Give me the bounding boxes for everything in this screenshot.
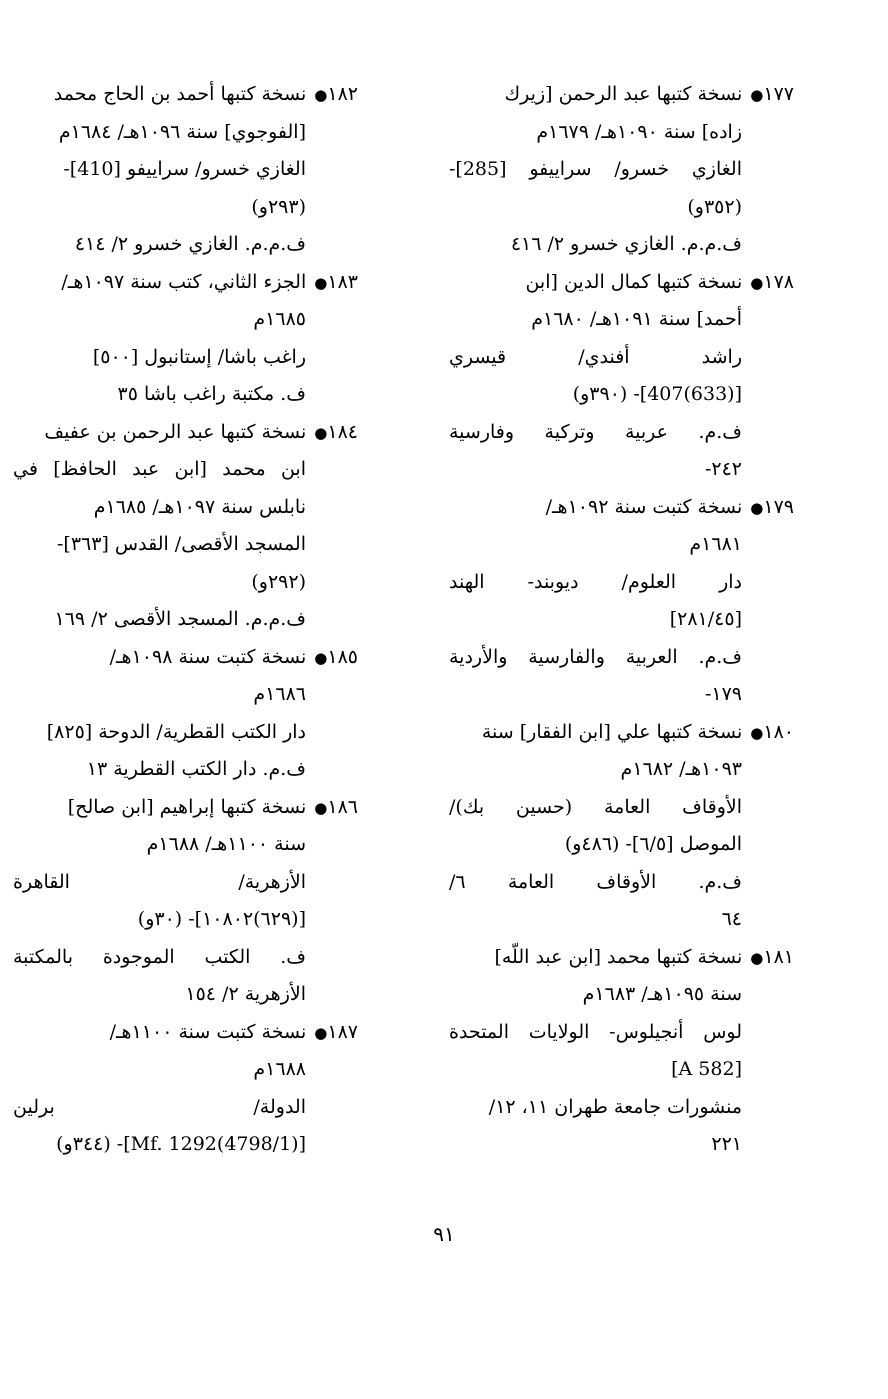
bullet-icon: ● — [314, 86, 328, 104]
entry-line: ١٧٩- — [704, 683, 742, 705]
entry-line: ف. مكتبة راغب باشا ٣٥ — [117, 383, 306, 405]
entry-line: [(٦٢٩)١٠٨٠٢]- (٣٠و) — [137, 908, 306, 930]
entry-line: الغازي خسرو/ سراييفو [410]- — [63, 158, 306, 180]
entry-line: نابلس سنة ١٠٩٧هـ/ ١٦٨٥م — [93, 495, 306, 518]
entry-line: ١٦٨٨م — [253, 1058, 306, 1080]
entry-heading-line — [449, 264, 794, 302]
entry-heading-line — [13, 789, 358, 827]
entry-line: لوس أنجيلوس- الولايات المتحدة — [449, 1020, 742, 1043]
entry-line: ١٦٨٦م — [253, 683, 306, 705]
bullet-icon: ● — [750, 86, 764, 104]
entry-text: الجزء الثاني، كتب سنة ١٠٩٧هـ/ — [61, 270, 313, 293]
entry-number: ١٧٧ — [763, 83, 794, 105]
bullet-icon: ● — [314, 648, 328, 667]
entry-0-4 — [449, 939, 794, 1164]
entry-line: [A 582] — [671, 1058, 742, 1080]
entry-line: (٢٩٢و) — [251, 570, 306, 593]
bullet-icon: ● — [750, 948, 764, 967]
bullet-icon: ● — [314, 798, 328, 817]
entry-1-2 — [13, 414, 358, 639]
entry-0-0 — [449, 76, 794, 264]
entry-number: ١٨٤ — [327, 420, 358, 443]
entry-line: ١٦٨١م — [689, 533, 742, 555]
entry-line: ٢٢١ — [711, 1133, 742, 1155]
entry-line: دار العلوم/ ديوبند- الهند — [449, 570, 742, 593]
entry-number: ١٧٨ — [763, 270, 794, 293]
entry-line: أحمد] سنة ١٠٩١هـ/ ١٦٨٠م — [531, 308, 742, 330]
entry-line: [(4798/1)Mf. 1292]- (٣٤٤و) — [56, 1133, 306, 1155]
entry-line: (٣٥٢و) — [687, 195, 742, 218]
entry-text: نسخة كتبها محمد [ابن عبد اللّه] — [494, 945, 749, 968]
entry-line: ابن محمد [ابن عبد الحافظ] في — [13, 458, 306, 480]
entry-line: المسجد الأقصى/ القدس [٣٦٣]- — [57, 533, 306, 555]
entry-number: ١٨٦ — [327, 795, 358, 818]
entry-text: نسخة كتبها عبد الرحمن بن عفيف — [44, 420, 313, 443]
entry-heading-line — [449, 939, 794, 977]
entry-number: ١٨١ — [763, 945, 794, 968]
column-right — [449, 76, 794, 1164]
entry-heading-line — [13, 414, 358, 452]
entry-0-1 — [449, 264, 794, 489]
entry-heading-line — [13, 1014, 358, 1052]
entry-text: نسخة كتبت سنة ١٠٩٨هـ/ — [109, 645, 313, 668]
entry-text: نسخة كتبها كمال الدين [ابن — [525, 270, 749, 293]
bullet-icon: ● — [750, 723, 764, 742]
entry-line: (٢٩٣و) — [251, 195, 306, 218]
entry-heading-line — [449, 76, 794, 114]
entry-heading-line — [449, 714, 794, 752]
entry-line: ف.م.م. الغازي خسرو ٢/ ٤١٤ — [74, 233, 306, 255]
entry-line: ١٦٨٥م — [253, 308, 306, 330]
entry-heading-line — [13, 264, 358, 302]
entry-number: ١٨٣ — [327, 270, 358, 293]
entry-line: [(633)407]- (٣٩٠و) — [572, 383, 742, 405]
bullet-icon: ● — [314, 273, 328, 292]
entry-0-2 — [449, 489, 794, 714]
entry-line: الأزهرية/ القاهرة — [13, 870, 306, 893]
entry-line: راشد أفندي/ قيسري — [449, 345, 742, 368]
entry-line: راغب باشا/ إستانبول [٥٠٠] — [92, 345, 306, 368]
entry-line: ف.م. الأوقاف العامة ٦/ — [449, 870, 742, 893]
entry-1-0 — [13, 76, 358, 264]
bullet-icon: ● — [314, 1023, 328, 1042]
bullet-icon: ● — [750, 273, 764, 292]
entry-line: الدولة/ برلين — [13, 1095, 306, 1118]
entry-line: زاده] سنة ١٠٩٠هـ/ ١٦٧٩م — [536, 120, 742, 143]
entry-heading-line — [449, 489, 794, 527]
entry-line: [٢٨١/٤٥] — [669, 608, 742, 630]
bullet-icon: ● — [750, 498, 764, 517]
entry-line: الأزهرية ٢/ ١٥٤ — [185, 983, 306, 1005]
entry-number: ١٨٢ — [327, 83, 358, 105]
entry-line: ١٠٩٣هـ/ ١٦٨٢م — [620, 758, 742, 780]
entry-line: سنة ١١٠٠هـ/ ١٦٨٨م — [146, 833, 306, 855]
entry-number: ١٨٧ — [327, 1020, 358, 1043]
entry-line: الغازي خسرو/ سراييفو [285]- — [449, 158, 742, 180]
page-number: ٩١ — [433, 1222, 455, 1246]
entry-line: ف. الكتب الموجودة بالمكتبة — [13, 945, 306, 968]
entry-heading-line — [13, 76, 358, 114]
entry-number: ١٧٩ — [763, 495, 794, 518]
entry-text: نسخة كتبت سنة ١١٠٠هـ/ — [109, 1020, 313, 1043]
entry-line: ف.م.م. الغازي خسرو ٢/ ٤١٦ — [510, 233, 742, 255]
bullet-icon: ● — [314, 423, 328, 442]
entry-1-1 — [13, 264, 358, 414]
entry-text: نسخة كتبها إبراهيم [ابن صالح] — [67, 795, 313, 818]
entry-line: ف.م.م. المسجد الأقصى ٢/ ١٦٩ — [54, 608, 306, 630]
entry-number: ١٨٠ — [763, 720, 794, 743]
entry-line: ف.م. العربية والفارسية والأردية — [449, 645, 742, 668]
column-left — [13, 76, 358, 1164]
entry-1-5 — [13, 1014, 358, 1164]
entry-line: ٦٤ — [721, 908, 742, 930]
entry-text: نسخة كتبت سنة ١٠٩٢هـ/ — [545, 495, 749, 518]
entry-0-3 — [449, 714, 794, 939]
entry-line: الموصل [٦/٥]- (٤٨٦و) — [564, 833, 742, 855]
entry-line: [الفوجوي] سنة ١٠٩٦هـ/ ١٦٨٤م — [58, 120, 306, 143]
entry-line: ف.م. عربية وتركية وفارسية — [449, 420, 742, 443]
entry-line: دار الكتب القطرية/ الدوحة [٨٢٥] — [46, 720, 306, 743]
entry-line: منشورات جامعة طهران ١١، ١٢/ — [488, 1095, 742, 1118]
entry-line: سنة ١٠٩٥هـ/ ١٦٨٣م — [582, 983, 742, 1005]
entry-1-4 — [13, 789, 358, 1014]
entry-1-3 — [13, 639, 358, 789]
entry-heading-line — [13, 639, 358, 677]
entry-text: نسخة كتبها عبد الرحمن [زيرك — [504, 83, 749, 105]
entry-line: الأوقاف العامة (حسين بك)/ — [449, 795, 742, 818]
entry-text: نسخة كتبها علي [ابن الفقار] سنة — [481, 720, 749, 743]
entry-line: ف.م. دار الكتب القطرية ١٣ — [86, 758, 306, 780]
entry-number: ١٨٥ — [327, 645, 358, 668]
entry-line: ٢٤٢- — [704, 458, 742, 480]
entry-text: نسخة كتبها أحمد بن الحاج محمد — [53, 83, 313, 105]
